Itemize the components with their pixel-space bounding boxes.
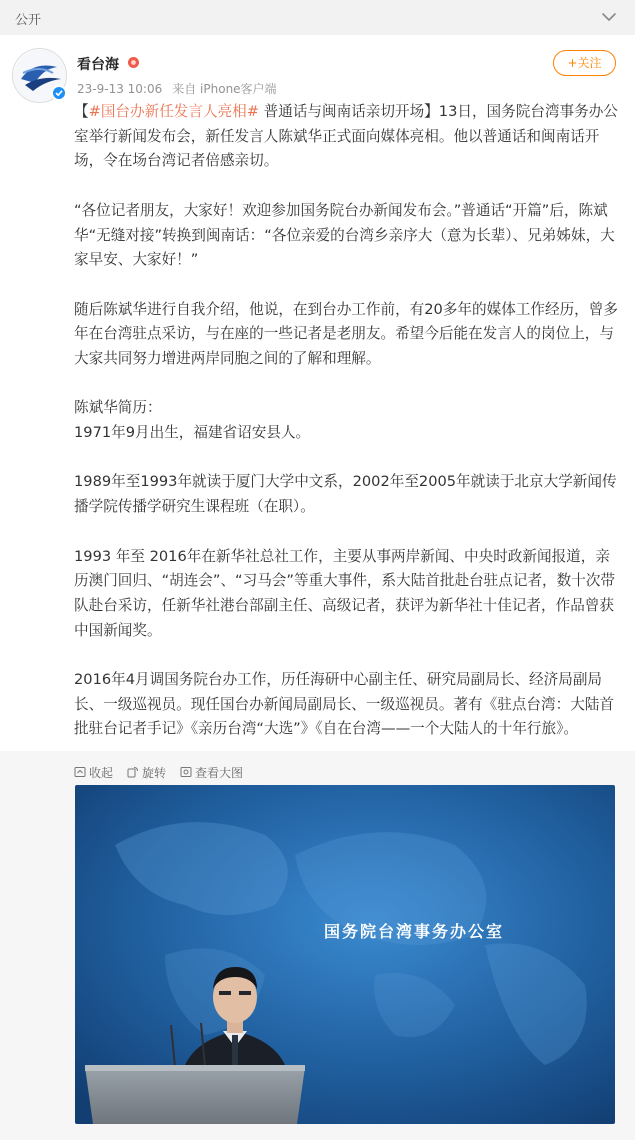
visibility-bar (0, 0, 635, 35)
rotate-button[interactable] (127, 764, 166, 780)
sign-text: 国务院台湾事务办公室 (324, 922, 505, 941)
post-date[interactable]: 23-9-13 10:06 (77, 82, 163, 96)
headline-rest: 普通话与闽南话亲切开场】13日，国务院台湾事务办公室举行新闻发布会，新任发言人陈斌华正式面向媒体亮相。他以普通话和闽南话开场，令在场台湾记者倍感亲切。 (74, 103, 618, 170)
collapse-label: 收起 (89, 765, 114, 780)
post-paragraph-5: 1989年至1993年就读于厦门大学中文系，2002年至2005年就读于北京大学新闻传播学院传播学研究生课程班（在职）。 (74, 473, 617, 516)
view-large-label: 查看大图 (195, 765, 244, 780)
topic-link[interactable]: #国台办新任发言人亮相# (88, 103, 260, 120)
post-photo[interactable] (75, 785, 615, 1124)
collapse-icon (74, 766, 86, 778)
rotate-icon (127, 766, 139, 778)
collapse-button[interactable] (74, 764, 113, 780)
post-paragraph-6: 1993 年至 2016年在新华社总社工作，主要从事两岸新闻、中央时政新闻报道，亲历澳门回归、“胡连会”、“习马会”等重大事件，系大陆首批赴台驻点记者，数十次带队赴台采访，任新华社港台部副主任、高级记者，获评为新华社十佳记者，作品曾获中国新闻奖。 (74, 547, 616, 639)
resume-birth: 1971年9月出生，福建省诏安县人。 (74, 424, 311, 442)
view-large-icon (180, 766, 192, 778)
post-meta (77, 80, 277, 97)
post-source: 来自 iPhone客户端 (172, 82, 277, 96)
verified-badge-icon (51, 85, 67, 101)
medal-icon[interactable] (127, 56, 140, 69)
follow-button[interactable]: +关注 (553, 50, 616, 76)
visibility-label: 公开 (15, 13, 42, 28)
bracket-open: 【 (74, 103, 89, 120)
weibo-post-card (0, 35, 635, 751)
media-actions (74, 764, 257, 780)
press-conference-photo (75, 785, 615, 1124)
post-body (74, 100, 619, 742)
resume-title: 陈斌华简历： (74, 399, 162, 417)
author-name[interactable]: 看台海 (77, 57, 119, 73)
post-paragraph-2: “各位记者朋友，大家好！欢迎参加国务院台办新闻发布会。”普通话“开篇”后，陈斌华“无缝对接”转换到闽南话：“各位亲爱的台湾乡亲序大（意为长辈）、兄弟姊妹，大家早安、大家好！” (74, 201, 615, 269)
post-paragraph-1 (74, 100, 619, 174)
view-large-button[interactable] (180, 764, 243, 780)
chevron-down-icon[interactable] (601, 10, 617, 24)
media-section (0, 751, 635, 1140)
rotate-label: 旋转 (142, 765, 167, 780)
post-paragraph-3: 随后陈斌华进行自我介绍，他说，在到台办工作前，有20多年的媒体工作经历，曾多年在台湾驻点采访，与在座的一些记者是老朋友。希望今后能在发言人的岗位上，与大家共同努力增进两岸同胞之间的了解和理解。 (74, 300, 618, 367)
post-paragraph-7: 2016年4月调国务院台办工作，历任海研中心副主任、研究局副局长、经济局副局长、一级巡视员。现任国台办新闻局副局长、一级巡视员。著有《驻点台湾：大陆首批驻台记者手记》《亲历台湾“大选”》《自在台湾——一个大陆人的十年行旅》。 (74, 671, 614, 738)
